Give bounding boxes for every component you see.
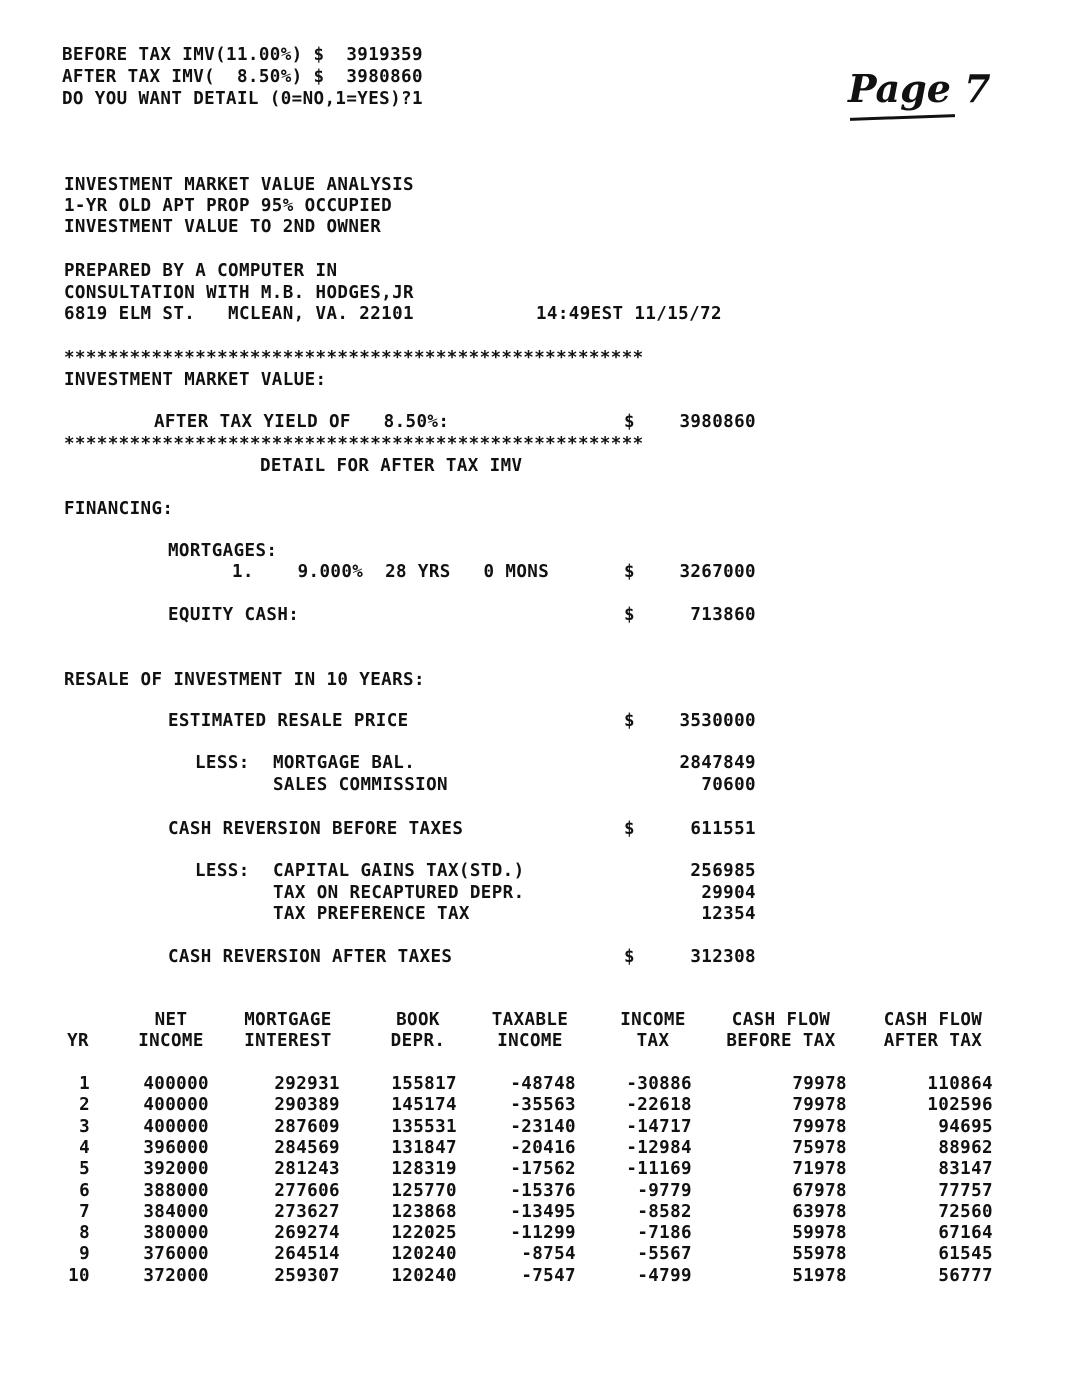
cell-cash-flow-before-tax: 63978	[792, 1201, 847, 1222]
cell-cash-flow-before-tax: 59978	[792, 1223, 847, 1244]
capital-gains-value: 256985	[690, 861, 756, 881]
header-book-depr: DEPR.	[390, 1031, 446, 1051]
cell-yr: 2	[79, 1095, 90, 1116]
cell-cash-flow-after-tax: 72560	[938, 1201, 993, 1222]
cell-yr: 4	[79, 1137, 90, 1158]
cell-yr: 5	[79, 1159, 90, 1180]
cell-book-depr: 123868	[391, 1201, 457, 1222]
currency-sign: $	[624, 605, 635, 625]
cell-book-depr: 120240	[391, 1244, 457, 1265]
header-yr: YR	[67, 1031, 89, 1051]
cell-book-depr: 131847	[391, 1137, 457, 1158]
financing-heading: FINANCING:	[64, 499, 174, 519]
cell-net-income: 384000	[143, 1201, 209, 1222]
cell-taxable-income: -20416	[510, 1137, 576, 1158]
cell-net-income: 388000	[143, 1180, 209, 1201]
yield-label: AFTER TAX YIELD OF 8.50%:	[154, 412, 450, 432]
cell-income-tax: -22618	[626, 1095, 692, 1116]
cell-cash-flow-after-tax: 94695	[938, 1116, 993, 1137]
cell-cash-flow-after-tax: 77757	[938, 1180, 993, 1201]
header-taxable-income: TAXABLE	[491, 1010, 569, 1030]
cell-income-tax: -12984	[626, 1137, 692, 1158]
resale-heading: RESALE OF INVESTMENT IN 10 YEARS:	[64, 670, 425, 690]
cell-net-income: 400000	[143, 1116, 209, 1137]
cell-book-depr: 128319	[391, 1159, 457, 1180]
cell-income-tax: -30886	[626, 1074, 692, 1094]
after-tax-imv-line: AFTER TAX IMV( 8.50%) $ 3980860	[62, 67, 423, 87]
reversion-before-tax-label: CASH REVERSION BEFORE TAXES	[168, 819, 464, 839]
cell-mortgage-interest: 264514	[274, 1244, 340, 1265]
cell-income-tax: -9779	[637, 1180, 692, 1201]
mortgages-label: MORTGAGES:	[168, 541, 278, 561]
cell-cash-flow-before-tax: 71978	[792, 1159, 847, 1180]
cell-yr: 8	[79, 1223, 90, 1244]
cell-net-income: 396000	[143, 1137, 209, 1158]
cell-yr: 7	[79, 1201, 90, 1222]
cell-taxable-income: -7547	[521, 1265, 576, 1286]
cell-cash-flow-after-tax: 88962	[938, 1137, 993, 1158]
cell-cash-flow-before-tax: 51978	[792, 1265, 847, 1286]
cell-net-income: 380000	[143, 1223, 209, 1244]
cell-cash-flow-before-tax: 55978	[792, 1244, 847, 1265]
cell-book-depr: 135531	[391, 1116, 457, 1137]
cell-income-tax: -7186	[637, 1223, 692, 1244]
header-income-tax: INCOME	[620, 1010, 686, 1030]
cell-book-depr: 145174	[391, 1095, 457, 1116]
cell-taxable-income: -11299	[510, 1223, 576, 1244]
currency-sign: $	[624, 711, 635, 731]
cell-taxable-income: -13495	[510, 1201, 576, 1222]
reversion-after-tax-label: CASH REVERSION AFTER TAXES	[168, 947, 453, 967]
handwritten-page-note: Page 7	[848, 66, 991, 111]
currency-sign: $	[624, 412, 635, 432]
cell-taxable-income: -15376	[510, 1180, 576, 1201]
cell-net-income: 372000	[143, 1265, 209, 1286]
header-income-tax: TAX	[636, 1031, 670, 1051]
report-subtitle: 1-YR OLD APT PROP 95% OCCUPIED	[64, 196, 393, 216]
reversion-before-tax-value: 611551	[690, 819, 756, 839]
cell-cash-flow-after-tax: 110864	[927, 1074, 993, 1094]
header-net-income: INCOME	[138, 1031, 204, 1051]
cell-mortgage-interest: 284569	[274, 1137, 340, 1158]
capital-gains-label: CAPITAL GAINS TAX(STD.)	[273, 861, 525, 881]
cell-yr: 10	[68, 1265, 90, 1286]
star-divider: *****************************************************	[64, 434, 644, 454]
cell-taxable-income: -8754	[521, 1244, 576, 1265]
header-book-depr: BOOK	[396, 1010, 440, 1030]
cell-taxable-income: -17562	[510, 1159, 576, 1180]
mortgage-value: 3267000	[679, 562, 756, 582]
cell-net-income: 392000	[143, 1159, 209, 1180]
commission-label: SALES COMMISSION	[273, 775, 448, 795]
header-cash-flow-before-tax: CASH FLOW	[731, 1010, 831, 1030]
cell-yr: 3	[79, 1116, 90, 1137]
cell-mortgage-interest: 287609	[274, 1116, 340, 1137]
cell-cash-flow-before-tax: 75978	[792, 1137, 847, 1158]
header-cash-flow-after-tax: AFTER TAX	[883, 1031, 983, 1051]
cell-taxable-income: -23140	[510, 1116, 576, 1137]
cell-taxable-income: -48748	[510, 1074, 576, 1094]
cell-yr: 9	[79, 1244, 90, 1265]
star-divider: *****************************************************	[64, 348, 644, 368]
recaptured-value: 29904	[701, 883, 756, 903]
report-title: INVESTMENT MARKET VALUE ANALYSIS	[64, 175, 414, 195]
timestamp: 14:49EST 11/15/72	[536, 304, 722, 324]
resale-price-label: ESTIMATED RESALE PRICE	[168, 711, 409, 731]
cell-mortgage-interest: 277606	[274, 1180, 340, 1201]
detail-heading: DETAIL FOR AFTER TAX IMV	[260, 456, 523, 476]
header-cash-flow-after-tax: CASH FLOW	[883, 1010, 983, 1030]
imv-heading: INVESTMENT MARKET VALUE:	[64, 370, 327, 390]
cell-net-income: 400000	[143, 1095, 209, 1116]
less-label: LESS:	[195, 861, 250, 881]
resale-price-value: 3530000	[679, 711, 756, 731]
equity-value: 713860	[690, 605, 756, 625]
currency-sign: $	[624, 819, 635, 839]
cell-income-tax: -5567	[637, 1244, 692, 1265]
cell-cash-flow-after-tax: 61545	[938, 1244, 993, 1265]
yield-value: 3980860	[679, 412, 756, 432]
cell-cash-flow-after-tax: 83147	[938, 1159, 993, 1180]
currency-sign: $	[624, 947, 635, 967]
cell-cash-flow-after-tax: 102596	[927, 1095, 993, 1116]
cell-book-depr: 120240	[391, 1265, 457, 1286]
cell-income-tax: -8582	[637, 1201, 692, 1222]
consultation-line: CONSULTATION WITH M.B. HODGES,JR	[64, 283, 414, 303]
cell-net-income: 376000	[143, 1244, 209, 1265]
mortgage-bal-label: MORTGAGE BAL.	[273, 753, 416, 773]
equity-label: EQUITY CASH:	[168, 605, 300, 625]
cell-cash-flow-before-tax: 79978	[792, 1074, 847, 1094]
less-label: LESS:	[195, 753, 250, 773]
cell-cash-flow-after-tax: 67164	[938, 1223, 993, 1244]
cell-net-income: 400000	[143, 1074, 209, 1094]
cell-cash-flow-after-tax: 56777	[938, 1265, 993, 1286]
cell-yr: 1	[79, 1074, 90, 1094]
cell-income-tax: -14717	[626, 1116, 692, 1137]
header-taxable-income: INCOME	[497, 1031, 563, 1051]
handwritten-underline	[850, 114, 955, 121]
cell-income-tax: -11169	[626, 1159, 692, 1180]
header-cash-flow-before-tax: BEFORE TAX	[726, 1031, 836, 1051]
cell-book-depr: 125770	[391, 1180, 457, 1201]
cell-cash-flow-before-tax: 79978	[792, 1095, 847, 1116]
address-line: 6819 ELM ST. MCLEAN, VA. 22101	[64, 304, 414, 324]
preference-label: TAX PREFERENCE TAX	[273, 904, 470, 924]
cell-income-tax: -4799	[637, 1265, 692, 1286]
preference-value: 12354	[701, 904, 756, 924]
cell-taxable-income: -35563	[510, 1095, 576, 1116]
cell-mortgage-interest: 273627	[274, 1201, 340, 1222]
currency-sign: $	[624, 562, 635, 582]
detail-prompt: DO YOU WANT DETAIL (0=NO,1=YES)?1	[62, 89, 423, 109]
cell-book-depr: 122025	[391, 1223, 457, 1244]
recaptured-label: TAX ON RECAPTURED DEPR.	[273, 883, 525, 903]
cell-cash-flow-before-tax: 79978	[792, 1116, 847, 1137]
cell-mortgage-interest: 290389	[274, 1095, 340, 1116]
mortgage-bal-value: 2847849	[679, 753, 756, 773]
cell-mortgage-interest: 281243	[274, 1159, 340, 1180]
cell-mortgage-interest: 259307	[274, 1265, 340, 1286]
reversion-after-tax-value: 312308	[690, 947, 756, 967]
cell-book-depr: 155817	[391, 1074, 457, 1094]
header-mortgage-interest: INTEREST	[244, 1031, 332, 1051]
report-subtitle-2: INVESTMENT VALUE TO 2ND OWNER	[64, 217, 382, 237]
cell-yr: 6	[79, 1180, 90, 1201]
cell-cash-flow-before-tax: 67978	[792, 1180, 847, 1201]
cell-mortgage-interest: 269274	[274, 1223, 340, 1244]
cell-mortgage-interest: 292931	[274, 1074, 340, 1094]
header-mortgage-interest: MORTGAGE	[244, 1010, 332, 1030]
before-tax-imv-line: BEFORE TAX IMV(11.00%) $ 3919359	[62, 45, 423, 65]
commission-value: 70600	[701, 775, 756, 795]
header-net-income: NET	[154, 1010, 188, 1030]
prepared-by: PREPARED BY A COMPUTER IN	[64, 261, 338, 281]
mortgage-terms: 1. 9.000% 28 YRS 0 MONS	[232, 562, 550, 582]
